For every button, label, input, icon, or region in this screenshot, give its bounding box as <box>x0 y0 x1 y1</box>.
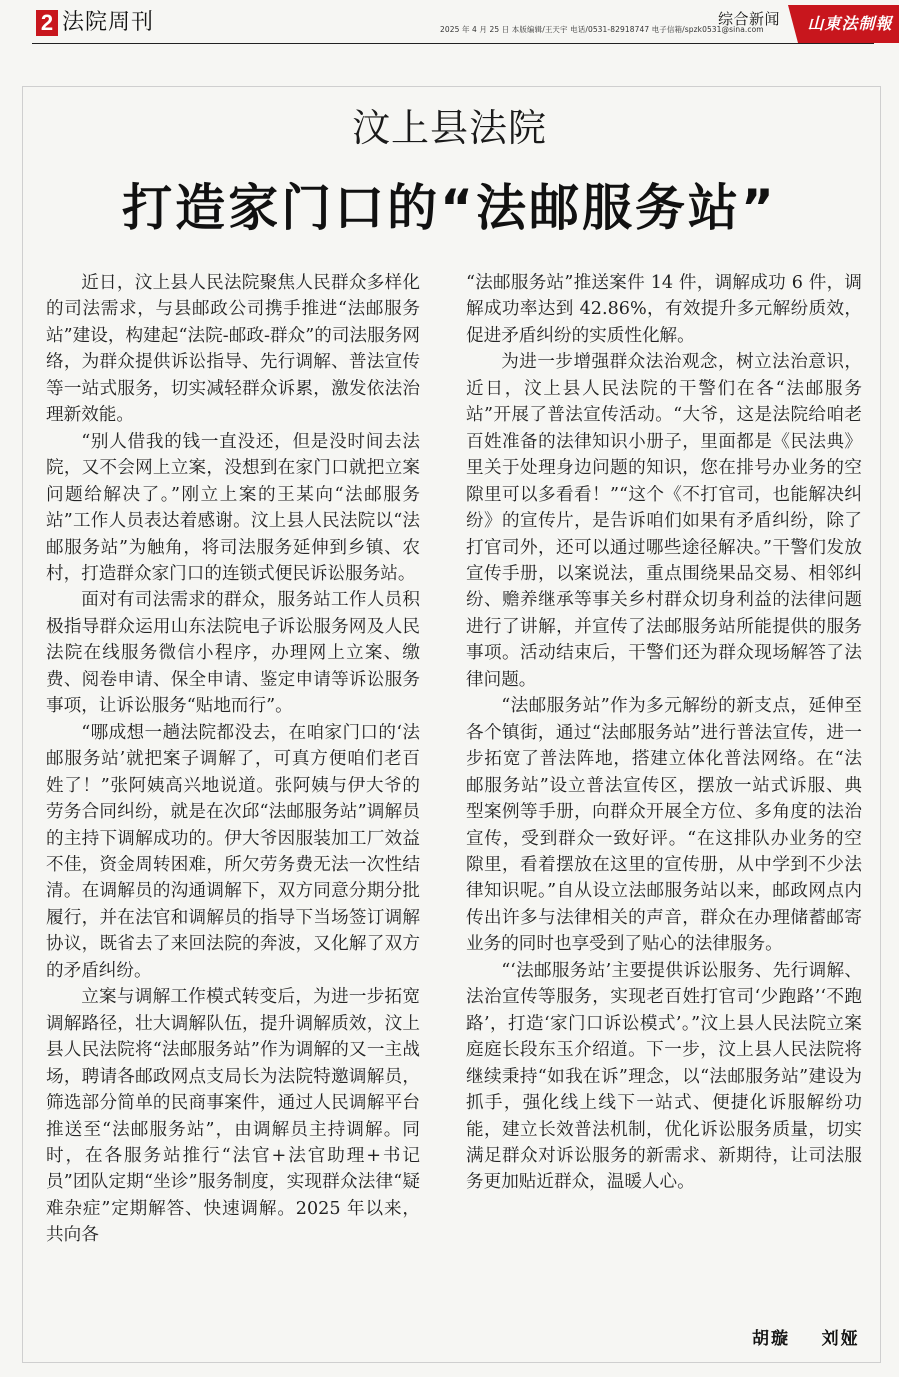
section-name: 法院周刊 <box>62 10 155 35</box>
paragraph: 面对有司法需求的群众，服务站工作人员积极指导群众运用山东法院电子诉讼服务网及人民法院在线服务微信小程序，办理网上立案、缴费、阅卷申请、保全申请、鉴定申请等诉讼服务事项，让诉讼服务“贴地而行”。 <box>46 590 420 717</box>
paragraph: “法邮服务站”作为多元解纷的新支点，延伸至各个镇街，通过“法邮服务站”进行普法宣传，进一步拓宽了普法阵地，搭建立体化普法网络。在“法邮服务站”设立普法宣传区，摆放一站式诉服、典型案例等手册，向群众开展全方位、多角度的法治宣传，受到群众一致好评。“在这排队办业务的空隙里，看着摆放在这里的宣传册，从中学到不少法律知识呢。”自从设立法邮服务站以来，邮政网点内传出许多与法律相关的声音，群众在办理储蓄邮寄业务的同时也享受到了贴心的法律服务。 <box>466 696 862 955</box>
paragraph: “哪成想一趟法院都没去，在咱家门口的‘法邮服务站’就把案子调解了，可真方便咱们老百姓了！”张阿姨高兴地说道。张阿姨与伊大爷的劳务合同纠纷，就是在次邱“法邮服务站”调解员的主持下调解成功的。伊大爷因服装加工厂效益不佳，资金周转困难，所欠劳务费无法一次性结清。在调解员的沟通调解下，双方同意分期分批履行，并在法官和调解员的指导下当场签订调解协议，既省去了来回法院的奔波，又化解了双方的矛盾纠纷。 <box>46 722 420 981</box>
article-subtitle: 汶上县法院 <box>351 106 547 150</box>
paragraph: 近日，汶上县人民法院聚焦人民群众多样化的司法需求，与县邮政公司携手推进“法邮服务站”建设，构建起“法院-邮政-群众”的司法服务网络，为群众提供诉讼指导、先行调解、普法宣传等一站式服务，切实减轻群众诉累，激发依法治理新效能。 <box>46 273 420 426</box>
article-column-left <box>46 270 420 1249</box>
paragraph: “‘法邮服务站’主要提供诉讼服务、先行调解、法治宣传等服务，实现老百姓打官司‘少跑路’‘不跑路’，打造‘家门口诉讼模式’。”汶上县人民法院立案庭庭长段东玉介绍道。下一步，汶上县人民法院将继续秉持“如我在诉”理念，以“法邮服务站”建设为抓手，强化线上线下一站式、便捷化诉服解纷功能，建立长效普法机制，优化诉讼服务质量，切实满足群众对诉讼服务的新需求、新期待，让司法服务更加贴近群众，温暖人心。 <box>466 960 862 1193</box>
article-title: 打造家门口的“法邮服务站” <box>122 179 777 237</box>
issue-meta: 2025 年 4 月 25 日 本版编辑/王天宇 电话/0531-82918747 电子信箱/spzk0531@sina.com <box>440 25 764 34</box>
paragraph: 立案与调解工作模式转变后，为进一步拓宽调解路径，壮大调解队伍，提升调解质效，汶上县人民法院将“法邮服务站”作为调解的又一主战场，聘请各邮政网点支局长为法院特邀调解员，筛选部分简单的民商事案件，通过人民调解平台推送至“法邮服务站”，由调解员主持调解。同时，在各服务站推行“法官+法官助理+书记员”团队定期“坐诊”服务制度，实现群众法律“疑难杂症”定期解答、快速调解。2025 年以来，共向各 <box>46 987 420 1246</box>
paragraph: 为进一步增强群众法治观念，树立法治意识，近日，汶上县人民法院的干警们在各“法邮服务站”开展了普法宣传活动。“大爷，这是法院给咱老百姓准备的法律知识小册子，里面都是《民法典》里关于处理身边问题的知识，您在排号办业务的空隙里可以多看看！”“这个《不打官司，也能解决纠纷》的宣传片，是告诉咱们如果有矛盾纠纷，除了打官司外，还可以通过哪些途径解决。”干警们发放宣传手册，以案说法，重点围绕果品交易、相邻纠纷、赡养继承等事关乡村群众切身利益的法律问题进行了讲解，并宣传了法邮服务站所能提供的服务事项。活动结束后，干警们还为群众现场解答了法律问题。 <box>466 352 862 690</box>
newspaper-logo: 山東法制報 <box>798 5 899 43</box>
paragraph: “法邮服务站”推送案件 14 件，调解成功 6 件，调解成功率达到 42.86%，有效提升多元解纷质效，促进矛盾纠纷的实质性化解。 <box>466 273 862 346</box>
masthead <box>28 5 893 45</box>
paragraph: “别人借我的钱一直没还，但是没时间去法院，又不会网上立案，没想到在家门口就把立案问题给解决了。”刚立上案的王某向“法邮服务站”工作人员表达着感谢。汶上县人民法院以“法邮服务站”为触角，将司法服务延伸到乡镇、农村，打造群众家门口的连锁式便民诉讼服务站。 <box>46 431 420 584</box>
page-number-badge: 2 <box>36 10 58 36</box>
edition-name: 综合新闻 <box>718 10 781 28</box>
masthead-rule <box>32 43 874 44</box>
article-column-right <box>466 270 862 1196</box>
article-byline: 胡璇 刘娅 <box>752 1329 860 1349</box>
